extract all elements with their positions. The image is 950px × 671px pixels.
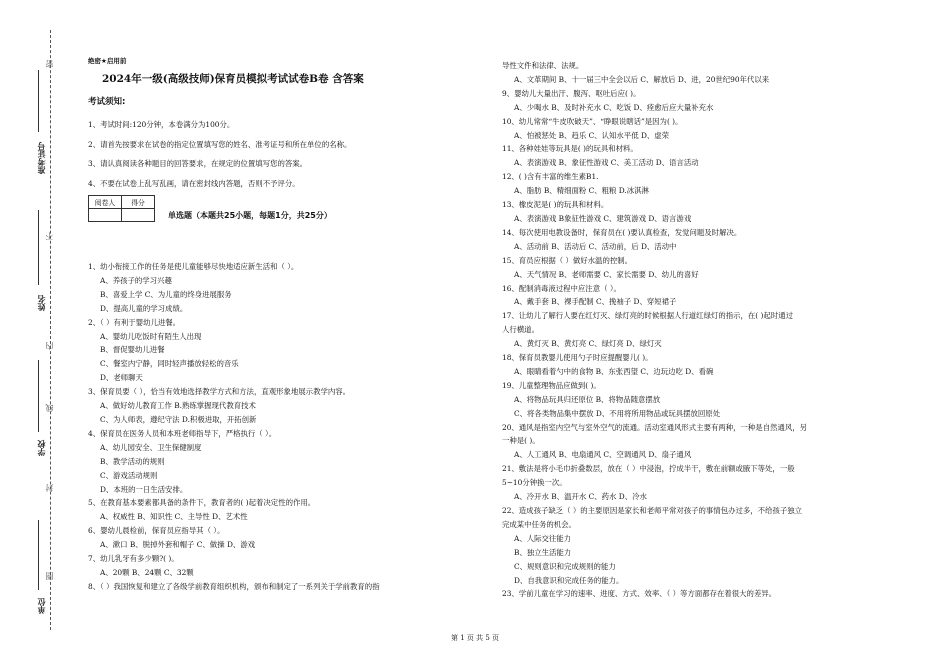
notice-item: 3、请认真阅读各种题目的回答要求，在规定的位置填写您的答案。 — [88, 159, 308, 168]
score-table — [88, 195, 155, 222]
question-line: A、人际交往能力 — [514, 533, 572, 543]
school-label: 学校 — [37, 440, 46, 456]
seal-mark: 内 — [45, 342, 54, 350]
question-line: A、做好幼儿教育工作 B.熟练掌握现代教育技术 — [100, 401, 256, 411]
right-question-column — [502, 59, 922, 601]
question-line: 10、幼儿常常“牛皮吹破天”、“睁眼说瞎话”是因为( )。 — [502, 116, 683, 126]
question-line: A、幼儿园安全、卫生保健制度 — [100, 442, 202, 452]
question-line: 5~10分钟换一次。 — [502, 478, 567, 488]
name-blank — [38, 210, 39, 285]
question-line: 5、在教育基本要素都具备的条件下，教育者的( )起着决定性的作用。 — [88, 498, 316, 508]
question-line: A、活动前 B、活动后 C、活动前，后 D、活动中 — [514, 241, 677, 251]
seal-mark: 线 — [45, 404, 54, 412]
exam-number-label: 准考证号 — [37, 142, 46, 174]
notice-item: 2、请首先按要求在试卷的指定位置填写您的姓名、准考证号和所在单位的名称。 — [88, 139, 352, 149]
question-line: 人行横道。 — [502, 325, 539, 335]
question-line: D、自我意识和完成任务的能力。 — [514, 575, 624, 585]
seal-mark: 封 — [45, 484, 54, 492]
left-question-column — [88, 260, 488, 594]
question-line: A、天气情况 B、老师需要 C、家长需要 D、幼儿的喜好 — [514, 269, 699, 279]
question-line: C、将各类物品集中摆放 D、不用将所用物品或玩具摆放回原处 — [514, 408, 721, 418]
exam-number-blank — [38, 70, 39, 132]
question-line: B、喜爱上学 C、为儿童的终身进展服务 — [100, 289, 232, 299]
question-line: 15、育员应根据（ ）做好水温的控制。 — [502, 255, 633, 265]
binding-dashed-line — [50, 30, 51, 630]
question-line: 20、通风是指室内空气与室外空气的流通。活动室通风形式主要有两种，一种是自然通风，另 — [502, 422, 808, 432]
question-line: B、教学活动的规则 — [100, 456, 165, 466]
question-line: A、权威性 B、知识性 C、主导性 D、艺术性 — [100, 512, 248, 522]
question-line: A、眼睛看着勺中的食物 B、东张西望 C、边玩边吃 D、看碗 — [514, 366, 714, 376]
question-line: A、怕被惩处 B、趋乐 C、认知水平低 D、虚荣 — [514, 130, 670, 140]
notice-item: 1、考试时间:120分钟，本卷满分为100分。 — [88, 120, 235, 129]
question-line: 完成某中任务的机会。 — [502, 519, 576, 529]
question-line: 13、橡皮泥是( )的玩具和材料。 — [502, 200, 609, 210]
question-line: A、戴手套 B、裸手配制 C、挽袖子 D、穿短裙子 — [514, 297, 677, 307]
question-line: 22、造成孩子缺乏（ ）的主要原因是家长和老师平常对孩子的事情包办过多，不给孩子独立 — [502, 506, 802, 515]
question-line: A、黄灯灭 B、黄灯亮 C、绿灯亮 D、绿灯灭 — [514, 339, 662, 349]
question-line: 8、（ ）我国恢复和建立了各级学前教育组织机构，颁布和制定了一系列关于学前教育的指 — [88, 581, 380, 591]
question-line: 6、婴幼儿晨检前，保育员应指导其（ ）。 — [88, 526, 225, 536]
question-line: A、表演游戏 B、象征性游戏 C、美工活动 D、语言活动 — [514, 158, 699, 168]
question-line: B、独立生活能力 — [514, 547, 572, 557]
question-line: D、老师聊天 — [100, 373, 143, 383]
notice-item: 4、不要在试卷上乱写乱画，请在密封线内答题，否则不予评分。 — [88, 178, 300, 188]
question-line: 1、幼小衔接工作的任务是使儿童能够尽快地适应新生活和（ ）。 — [88, 262, 299, 271]
reviewer-input-cell[interactable] — [89, 209, 122, 222]
question-line: 导性文件和法律、法规。 — [502, 61, 584, 70]
question-line: A、将物品玩具归还原位 B、将物品随意摆放 — [514, 394, 661, 404]
unit-blank — [38, 520, 39, 590]
question-line: A、脂肪 B、精细面粉 C、粗粮 D.冰淇淋 — [514, 186, 649, 196]
question-line: 一种是( )。 — [502, 436, 540, 446]
score-cell: 得分 — [122, 196, 155, 209]
question-line: A、少喝水 B、及时补充水 C、吃饭 D、痊愈后应大量补充水 — [514, 102, 714, 112]
question-line: 19、儿童整理物品应做到( )。 — [502, 380, 601, 390]
exam-title: 2024年一级(高级技师)保育员模拟考试试卷B卷 含答案 — [102, 73, 364, 85]
section-heading: 单选题（本题共25小题，每题1分，共25分） — [168, 211, 332, 220]
question-line: 16、配制消毒液过程中应注意（ ）。 — [502, 283, 621, 293]
question-line: C、游戏活动规则 — [100, 470, 158, 480]
question-line: A、婴幼儿吃饭时有陌生人出现 — [100, 331, 202, 341]
question-line: 12、( )含有丰富的维生素B1. — [502, 172, 599, 182]
question-line: C、餐室内宁静，同时轻声播放轻松的音乐 — [100, 359, 239, 369]
seal-mark: 密 — [45, 60, 54, 68]
score-input-cell[interactable] — [122, 209, 155, 222]
question-line: A、20颗 B、24颗 C、32颗 — [100, 567, 194, 577]
reviewer-cell: 阅卷人 — [89, 196, 122, 209]
question-line: A、养孩子的学习兴趣 — [100, 275, 172, 285]
question-line: 7、幼儿乳牙有多少颗?( )。 — [88, 554, 179, 564]
question-line: A、表演游戏 B象征性游戏 C、建筑游戏 D、语言游戏 — [514, 213, 692, 223]
question-line: C、为人师表，遵纪守法 D.积极进取，开拓创新 — [100, 414, 257, 424]
question-line: D、提高儿童的学习成绩。 — [100, 303, 188, 313]
seal-mark: 不 — [45, 232, 54, 240]
name-label: 姓名 — [37, 295, 46, 311]
notice-list — [88, 115, 351, 193]
question-line: B、督促婴幼儿进餐 — [100, 345, 165, 355]
unit-label: 单位 — [37, 598, 46, 614]
question-line: A、文革期间 B、十一届三中全会以后 C、解放后 D、进，20世纪90年代以来 — [514, 74, 770, 84]
question-line: A、漱口 B、脱掉外套和帽子 C、做操 D、游戏 — [100, 540, 256, 550]
notice-heading: 考试须知: — [88, 97, 126, 107]
question-line: D、本班的一日生活安排。 — [100, 484, 188, 494]
question-line: A、人工通风 B、电扇通风 C、空调通风 D、扇子通风 — [514, 450, 692, 460]
page-footer: 第 1 页 共 5 页 — [450, 634, 500, 642]
question-line: 9、婴幼儿大量出汗、腹泻、呕吐后应( )。 — [502, 88, 641, 98]
question-line: A、冷开水 B、温开水 C、药水 D、冷水 — [514, 492, 647, 502]
question-line: 18、保育员教婴儿使用勺子时应提醒婴儿( )。 — [502, 353, 653, 363]
question-line: 2、（ ）有利于婴幼儿进餐。 — [88, 317, 181, 327]
question-line: 14、每次使用电教设备时，保育员在( )要认真检查，发觉问题及时解决。 — [502, 227, 742, 237]
question-line: 4、保育员在医务人员和本班老师指导下，严格执行（ ）。 — [88, 428, 277, 438]
confidential-label: 绝密★启用前 — [88, 57, 127, 65]
question-line: 11、各种娃娃等玩具是( )的玩具和材料。 — [502, 144, 638, 154]
question-line: 21、敷法是将小毛巾折叠数层，放在（ ）中浸泡，拧成半干，敷在前额或腋下等处，一般 — [502, 464, 795, 474]
seal-mark: 圈 — [45, 572, 54, 580]
school-blank — [38, 360, 39, 432]
question-line: 23、学前儿童在学习的速率、进度、方式、效率、（ ）等方面都存在着很大的差异。 — [502, 589, 777, 599]
question-line: C、规则意识和完成规则的能力 — [514, 561, 616, 571]
question-line: 3、保育员要（ ），恰当有效地选择教学方式和方法，直观形象地展示教学内容。 — [88, 387, 351, 397]
question-line: 17、让幼儿了解行人要在红灯灭、绿灯亮的时候根据人行道红绿灯的指示，在( )起时通过 — [502, 311, 793, 321]
